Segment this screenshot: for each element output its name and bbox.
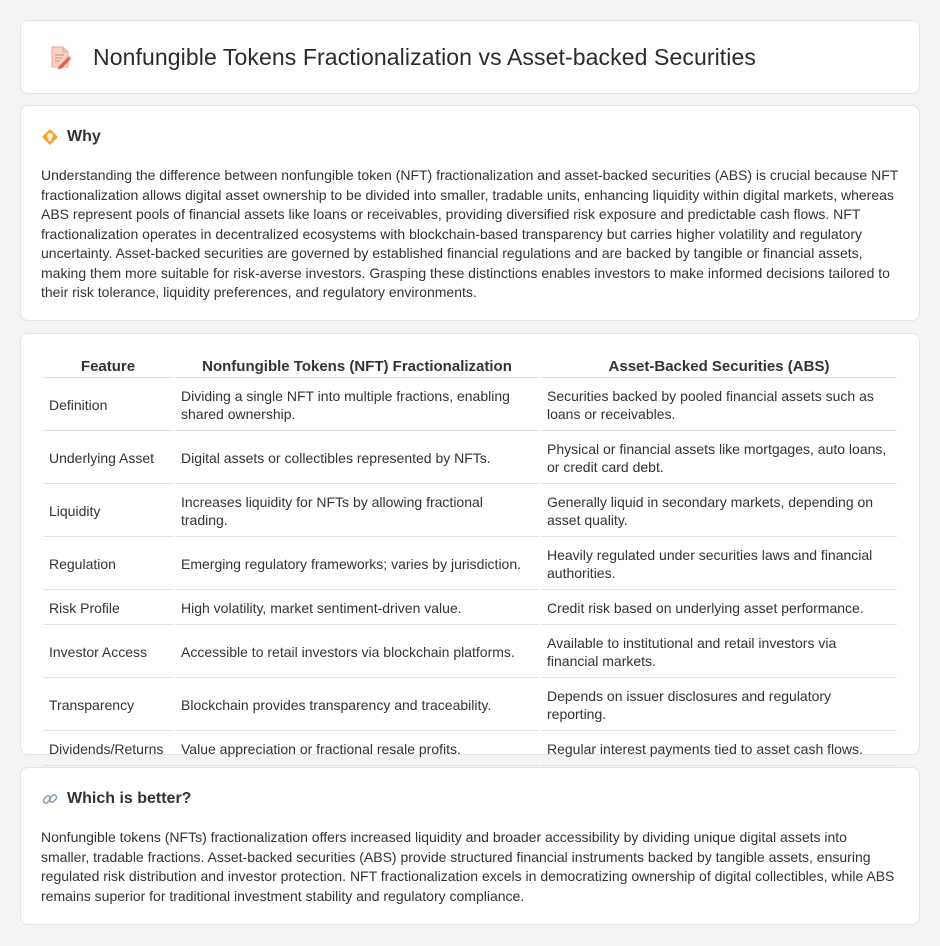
table-row [43,486,897,537]
row-feature: Underlying Asset [43,433,173,484]
lightbulb-diamond-icon [41,128,59,146]
table-row [43,592,897,625]
why-header [41,128,899,146]
better-heading: Which is better? [67,790,192,807]
row-abs: Regular interest payments tied to asset cash flows. [541,733,897,766]
table-row [43,433,897,484]
why-text: Understanding the difference between nonfungible token (NFT) fractionalization and asset-backed securities (ABS) is crucial because NFT fractionalization allows digital asset ownership to be divided into smaller, tradable units, enhancing liquidity within digital markets, whereas ABS represent pools of financial assets like loans or receivables, providing diversified risk exposure and predictable cash flows. NFT fractionalization operates in decentralized ecosystems with blockchain-based transparency but carries higher volatility and regulatory uncertainty. Asset-backed securities are governed by established financial regulations and are backed by tangible or financial assets, making them more suitable for risk-averse investors. Grasping these distinctions enables investors to make informed decisions tailored to their risk tolerance, liquidity preferences, and regulatory environments. [41,167,899,300]
row-feature: Risk Profile [43,592,173,625]
table-row [43,627,897,678]
row-nft: Blockchain provides transparency and traceability. [175,680,539,731]
row-abs: Physical or financial assets like mortgages, auto loans, or credit card debt. [541,433,897,484]
header-feature: Feature [43,354,173,378]
header-abs: Asset-Backed Securities (ABS) [541,354,897,378]
row-abs: Available to institutional and retail investors via financial markets. [541,627,897,678]
header-nft: Nonfungible Tokens (NFT) Fractionalization [175,354,539,378]
table-row [43,733,897,766]
row-abs: Generally liquid in secondary markets, depending on asset quality. [541,486,897,537]
row-feature: Liquidity [43,486,173,537]
row-feature: Investor Access [43,627,173,678]
row-feature: Dividends/Returns [43,733,173,766]
which-is-better-section [20,767,920,925]
row-nft: Value appreciation or fractional resale profits. [175,733,539,766]
document-pencil-icon [47,44,73,70]
comparison-table-card [20,333,920,755]
row-feature: Definition [43,380,173,431]
row-nft: Accessible to retail investors via blockchain platforms. [175,627,539,678]
why-heading: Why [67,128,101,145]
link-icon [41,790,59,808]
row-feature: Transparency [43,680,173,731]
comparison-table [41,352,899,768]
row-abs: Depends on issuer disclosures and regulatory reporting. [541,680,897,731]
table-header-row [43,354,897,378]
table-row [43,680,897,731]
title-card [20,20,920,94]
page-title: Nonfungible Tokens Fractionalization vs Asset-backed Securities [93,43,757,70]
row-nft: Increases liquidity for NFTs by allowing fractional trading. [175,486,539,537]
row-nft: Digital assets or collectibles represented by NFTs. [175,433,539,484]
row-abs: Heavily regulated under securities laws and financial authorities. [541,539,897,590]
row-nft: Emerging regulatory frameworks; varies by jurisdiction. [175,539,539,590]
row-abs: Securities backed by pooled financial assets such as loans or receivables. [541,380,897,431]
row-nft: High volatility, market sentiment-driven value. [175,592,539,625]
better-text: Nonfungible tokens (NFTs) fractionalization offers increased liquidity and broader accessibility by dividing unique digital assets into smaller, tradable fractions. Asset-backed securities (ABS) provide structured financial instruments backed by tangible assets, ensuring regulated risk distribution and investor protection. NFT fractionalization excels in democratizing ownership of digital collectibles, while ABS remains superior for traditional investment stability and regulatory compliance. [41,829,895,904]
table-row [43,539,897,590]
table-row [43,380,897,431]
row-feature: Regulation [43,539,173,590]
row-abs: Credit risk based on underlying asset performance. [541,592,897,625]
why-section [20,105,920,321]
row-nft: Dividing a single NFT into multiple fractions, enabling shared ownership. [175,380,539,431]
better-header [41,790,899,808]
